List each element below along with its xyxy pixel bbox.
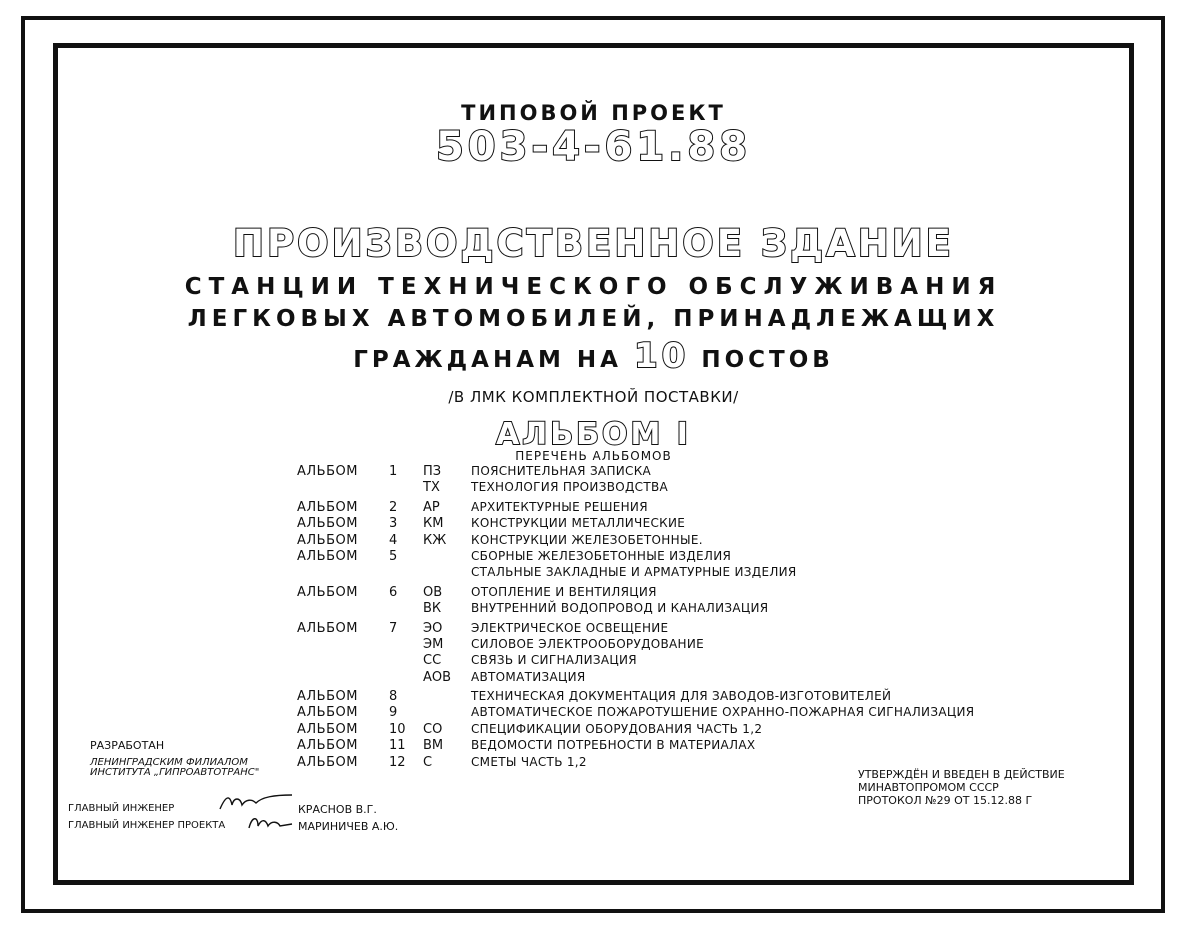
album-row-number: 4 bbox=[389, 532, 398, 548]
developer-label: РАЗРАБОТАН bbox=[90, 739, 165, 752]
album-row-code: АР bbox=[423, 499, 440, 515]
album-row-name: АЛЬБОМ bbox=[297, 705, 358, 721]
handwritten-signature-icon bbox=[246, 814, 296, 834]
approval-line-2: МИНАВТОПРОМОМ СССР bbox=[858, 781, 999, 794]
album-row-code: СО bbox=[423, 721, 443, 737]
title-line-3 bbox=[53, 336, 1134, 376]
album-row-description: АВТОМАТИЧЕСКОЕ ПОЖАРОТУШЕНИЕ ОХРАННО-ПОЖАРНАЯ СИГНАЛИЗАЦИЯ bbox=[471, 705, 975, 720]
album-row-code: ОВ bbox=[423, 584, 443, 600]
album-row-name: АЛЬБОМ bbox=[297, 620, 358, 636]
approval-line-1: УТВЕРЖДЁН И ВВЕДЕН В ДЕЙСТВИЕ bbox=[858, 768, 1065, 781]
album-row bbox=[297, 688, 1017, 704]
album-row-number: 1 bbox=[389, 464, 398, 479]
album-row-name: АЛЬБОМ bbox=[297, 738, 358, 754]
album-row-description: КОНСТРУКЦИИ МЕТАЛЛИЧЕСКИЕ bbox=[471, 516, 686, 531]
title-line-3-pre: ГРАЖДАНАМ НА bbox=[353, 347, 622, 373]
album-row-description: СТАЛЬНЫЕ ЗАКЛАДНЫЕ И АРМАТУРНЫЕ ИЗДЕЛИЯ bbox=[471, 565, 797, 580]
album-row-code: КМ bbox=[423, 516, 444, 532]
album-row-number: 3 bbox=[389, 516, 398, 532]
album-row-code: СС bbox=[423, 653, 442, 669]
album-row-name: АЛЬБОМ bbox=[297, 754, 358, 770]
album-row-description: СМЕТЫ ЧАСТЬ 1,2 bbox=[471, 754, 587, 769]
title-line-1: СТАНЦИИ ТЕХНИЧЕСКОГО ОБСЛУЖИВАНИЯ bbox=[184, 274, 1003, 300]
album-row bbox=[297, 515, 1017, 531]
album-row-description: ТЕХНИЧЕСКАЯ ДОКУМЕНТАЦИЯ ДЛЯ ЗАВОДОВ-ИЗГОТОВИТЕЛЕЙ bbox=[471, 689, 892, 704]
posts-count: 10 bbox=[633, 336, 690, 376]
signature-name: КРАСНОВ В.Г. bbox=[298, 803, 377, 816]
album-row-description: КОНСТРУКЦИИ ЖЕЛЕЗОБЕТОННЫЕ. bbox=[471, 532, 703, 547]
album-row-name: АЛЬБОМ bbox=[297, 532, 358, 548]
album-row-number: 11 bbox=[389, 738, 406, 754]
album-row-description: СВЯЗЬ И СИГНАЛИЗАЦИЯ bbox=[471, 653, 637, 668]
album-row-code: АОВ bbox=[423, 669, 452, 685]
album-row-description: АВТОМАТИЗАЦИЯ bbox=[471, 669, 586, 684]
album-row-code: КЖ bbox=[423, 532, 447, 548]
signature-role: ГЛАВНЫЙ ИНЖЕНЕР ПРОЕКТА bbox=[68, 820, 226, 831]
album-row-number: 2 bbox=[389, 499, 398, 515]
album-row-description: ПОЯСНИТЕЛЬНАЯ ЗАПИСКА bbox=[471, 464, 652, 478]
album-row-name: АЛЬБОМ bbox=[297, 721, 358, 737]
album-row-name: АЛЬБОМ bbox=[297, 584, 358, 600]
album-row-description: ОТОПЛЕНИЕ И ВЕНТИЛЯЦИЯ bbox=[471, 584, 657, 599]
album-row-number: 8 bbox=[389, 689, 398, 705]
album-row-name: АЛЬБОМ bbox=[297, 689, 358, 705]
delivery-subtitle: /В ЛМК КОМПЛЕКТНОЙ ПОСТАВКИ/ bbox=[448, 388, 739, 406]
developer-org bbox=[90, 758, 259, 778]
album-row-description: АРХИТЕКТУРНЫЕ РЕШЕНИЯ bbox=[471, 499, 648, 514]
album-row bbox=[297, 636, 1017, 652]
developer-org-line-2: ИНСТИТУТА „ГИПРОАВТОТРАНС" bbox=[90, 767, 260, 778]
album-row-code: ЭО bbox=[423, 620, 443, 636]
album-row-description: ВНУТРЕННИЙ ВОДОПРОВОД И КАНАЛИЗАЦИЯ bbox=[471, 601, 769, 616]
title-line-3-post: ПОСТОВ bbox=[701, 347, 834, 373]
album-row bbox=[297, 479, 1017, 495]
album-list-title: ПЕРЕЧЕНЬ АЛЬБОМОВ bbox=[515, 449, 672, 463]
album-row-description: ТЕХНОЛОГИЯ ПРОИЗВОДСТВА bbox=[471, 480, 668, 495]
album-row-code: ЭМ bbox=[423, 636, 444, 652]
main-title: ПРОИЗВОДСТВЕННОЕ ЗДАНИЕ bbox=[233, 222, 954, 265]
album-row bbox=[297, 564, 1017, 580]
album-row bbox=[297, 652, 1017, 668]
album-list bbox=[297, 463, 1017, 770]
series-label: ТИПОВОЙ ПРОЕКТ bbox=[461, 101, 726, 125]
signature-row-chief-project-engineer bbox=[68, 820, 399, 833]
album-row-number: 12 bbox=[389, 754, 406, 770]
album-row-code: ПЗ bbox=[423, 464, 442, 479]
album-row-number: 5 bbox=[389, 548, 398, 564]
album-row-number: 7 bbox=[389, 620, 398, 636]
album-row-description: СИЛОВОЕ ЭЛЕКТРООБОРУДОВАНИЕ bbox=[471, 636, 705, 651]
signature-row-chief-engineer bbox=[68, 803, 377, 816]
album-row-number: 10 bbox=[389, 721, 406, 737]
album-row bbox=[297, 548, 1017, 564]
album-row bbox=[297, 704, 1017, 720]
album-row-number: 9 bbox=[389, 705, 398, 721]
album-row bbox=[297, 737, 1017, 753]
album-row-description: СБОРНЫЕ ЖЕЛЕЗОБЕТОННЫЕ ИЗДЕЛИЯ bbox=[471, 548, 732, 563]
signature-role: ГЛАВНЫЙ ИНЖЕНЕР bbox=[68, 803, 175, 814]
album-row-code: С bbox=[423, 754, 433, 770]
title-line-2: ЛЕГКОВЫХ АВТОМОБИЛЕЙ, ПРИНАДЛЕЖАЩИХ bbox=[187, 306, 1000, 332]
album-row bbox=[297, 600, 1017, 616]
album-row bbox=[297, 499, 1017, 515]
album-row bbox=[297, 532, 1017, 548]
album-row-name: АЛЬБОМ bbox=[297, 516, 358, 532]
album-row bbox=[297, 669, 1017, 685]
album-row bbox=[297, 463, 1017, 479]
album-row-name: АЛЬБОМ bbox=[297, 464, 358, 479]
approval-block bbox=[858, 768, 1065, 807]
album-row-description: ВЕДОМОСТИ ПОТРЕБНОСТИ В МАТЕРИАЛАХ bbox=[471, 738, 756, 753]
album-row-code: ТХ bbox=[423, 480, 440, 496]
album-row bbox=[297, 620, 1017, 636]
album-row-description: СПЕЦИФИКАЦИИ ОБОРУДОВАНИЯ ЧАСТЬ 1,2 bbox=[471, 721, 763, 736]
signature-name: МАРИНИЧЕВ А.Ю. bbox=[298, 820, 399, 833]
album-row-code: ВМ bbox=[423, 738, 444, 754]
album-row-name: АЛЬБОМ bbox=[297, 548, 358, 564]
album-title: АЛЬБОМ I bbox=[496, 417, 691, 452]
project-number: 503-4-61.88 bbox=[435, 124, 752, 170]
approval-line-3: ПРОТОКОЛ №29 ОТ 15.12.88 Г bbox=[858, 794, 1033, 807]
handwritten-signature-icon bbox=[216, 791, 296, 815]
album-row-number: 6 bbox=[389, 584, 398, 600]
album-row bbox=[297, 721, 1017, 737]
album-row-description: ЭЛЕКТРИЧЕСКОЕ ОСВЕЩЕНИЕ bbox=[471, 620, 669, 635]
developer-org-line-1: ЛЕНИНГРАДСКИМ ФИЛИАЛОМ bbox=[90, 757, 248, 768]
album-row-name: АЛЬБОМ bbox=[297, 499, 358, 515]
album-row-code: ВК bbox=[423, 601, 442, 617]
album-row bbox=[297, 584, 1017, 600]
